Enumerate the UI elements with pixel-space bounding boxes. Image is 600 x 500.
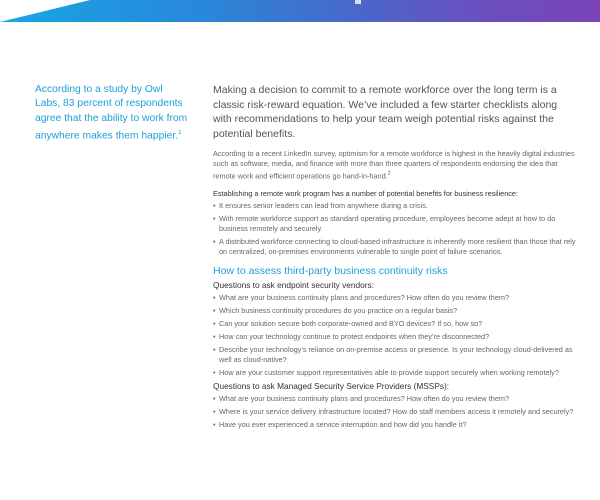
list-item: • Have you ever experienced a service interruption and how did you handle it? [213, 420, 578, 430]
lead-paragraph: Making a decision to commit to a remote workforce over the long term is a classic risk-reward equation. We’ve included a few starter checklists along with recommendations to help your team weigh potential risks against the potential benefits. [213, 84, 558, 140]
section-title: How to assess third-party business continuity risks [213, 264, 448, 277]
survey-text: According to a recent LinkedIn survey, optimism for a remote workforce is highest in the heavily digital industries such as software, media, and finance with more than three quarters of respondents endorsing the idea that remote work and efficient operations go hand-in-hand. [213, 149, 575, 181]
endpoint-questions-heading: Questions to ask endpoint security vendors: [213, 279, 374, 290]
banner-corner-cutout [0, 0, 90, 22]
list-item: • What are your business continuity plans and procedures? How often do you review them? [213, 394, 578, 404]
survey-footnote: 2 [387, 171, 391, 178]
list-item: • Where is your service delivery infrastructure located? How do staff members access it remotely and securely? [213, 407, 578, 417]
list-item: • How are your customer support representatives able to provide support securely when working remotely? [213, 368, 578, 378]
survey-paragraph [213, 149, 578, 181]
pull-quote-text: According to a study by Owl Labs, 83 percent of respondents agree that the ability to work from anywhere makes them happier. [35, 84, 188, 142]
sidebar-pull-quote [35, 83, 190, 144]
benefits-intro: Establishing a remote work program has a number of potential benefits for business resilience: [213, 188, 519, 198]
list-item: • How can your technology continue to protect endpoints when they’re disconnected? [213, 332, 578, 342]
list-item: • Describe your technology’s reliance on on-premise access or presence. Is your technology cloud-delivered as well as cloud-native? [213, 345, 578, 365]
list-item: • A distributed workforce connecting to cloud-based infrastructure is inherently more resilient than those that rely on centralized, on-premises environments vulnerable to single point of failure scenarios. [213, 237, 578, 257]
list-item: • With remote workforce support as standard operating procedure, employees become adept at how to do business remotely and securely. [213, 214, 578, 234]
list-item: • Which business continuity procedures do you practice on a regular basis? [213, 306, 578, 316]
header-banner [0, 0, 600, 22]
pull-quote-footnote: 1 [178, 130, 182, 137]
banner-mark [355, 0, 361, 4]
main-column [213, 83, 578, 433]
endpoint-questions-list [213, 293, 578, 378]
list-item: • Can your solution secure both corporate-owned and BYO devices? If so, how so? [213, 319, 578, 329]
mssp-questions-list [213, 394, 578, 430]
mssp-questions-heading: Questions to ask Managed Security Service Providers (MSSPs): [213, 380, 450, 391]
list-item: • It ensures senior leaders can lead from anywhere during a crisis. [213, 201, 578, 211]
list-item: • What are your business continuity plans and procedures? How often do you review them? [213, 293, 578, 303]
benefits-list [213, 201, 578, 257]
